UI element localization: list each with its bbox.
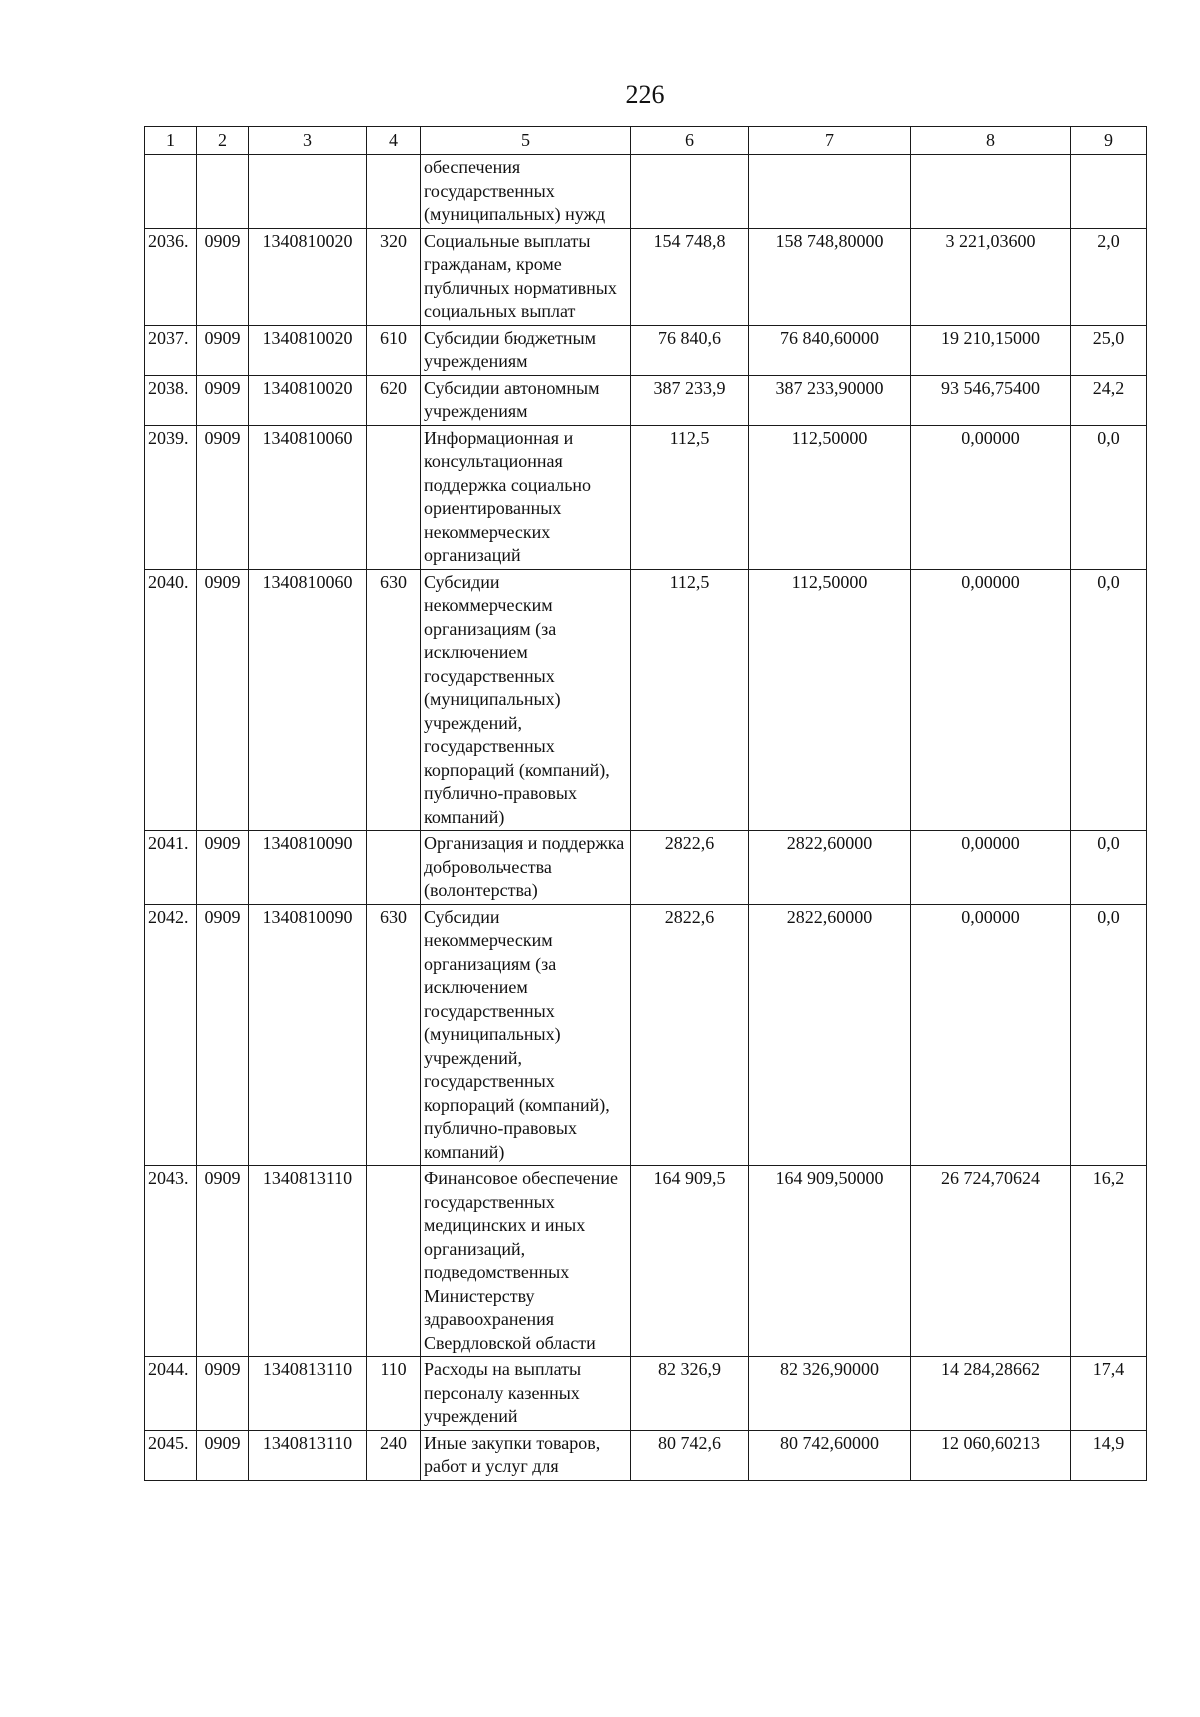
executed-amount: 93 546,75400 bbox=[911, 375, 1071, 425]
table-row bbox=[145, 1357, 1147, 1431]
budget-amount: 2822,60000 bbox=[749, 904, 911, 1166]
budget-amount: 158 748,80000 bbox=[749, 228, 911, 325]
budget-amount: 112,50000 bbox=[749, 569, 911, 831]
header-row bbox=[145, 127, 1147, 155]
expense-type-code: 610 bbox=[367, 325, 421, 375]
execution-percent bbox=[1071, 155, 1147, 229]
expense-type-code bbox=[367, 425, 421, 569]
execution-percent: 2,0 bbox=[1071, 228, 1147, 325]
item-name: Финансовое обеспечение государственных медицинских и иных организаций, подведомственных Министерству здравоохранения Свердловской области bbox=[421, 1166, 631, 1357]
section-code: 0909 bbox=[197, 1430, 249, 1480]
item-name: Социальные выплаты гражданам, кроме публичных нормативных социальных выплат bbox=[421, 228, 631, 325]
executed-amount: 19 210,15000 bbox=[911, 325, 1071, 375]
approved-amount: 2822,6 bbox=[631, 831, 749, 905]
target-code: 1340810020 bbox=[249, 375, 367, 425]
executed-amount: 26 724,70624 bbox=[911, 1166, 1071, 1357]
item-name: Субсидии автономным учреждениям bbox=[421, 375, 631, 425]
execution-percent: 0,0 bbox=[1071, 425, 1147, 569]
item-name: обеспечения государственных (муниципальных) нужд bbox=[421, 155, 631, 229]
table-row bbox=[145, 228, 1147, 325]
item-name: Субсидии некоммерческим организациям (за исключением государственных (муниципальных) учреждений, государственных корпораций (компаний), публично-правовых компаний) bbox=[421, 904, 631, 1166]
table-row bbox=[145, 375, 1147, 425]
execution-percent: 0,0 bbox=[1071, 831, 1147, 905]
target-code: 1340813110 bbox=[249, 1430, 367, 1480]
budget-amount: 164 909,50000 bbox=[749, 1166, 911, 1357]
budget-amount: 82 326,90000 bbox=[749, 1357, 911, 1431]
executed-amount: 0,00000 bbox=[911, 904, 1071, 1166]
section-code: 0909 bbox=[197, 904, 249, 1166]
table-row bbox=[145, 325, 1147, 375]
column-header: 1 bbox=[145, 127, 197, 155]
item-name: Информационная и консультационная поддержка социально ориентированных некоммерческих организаций bbox=[421, 425, 631, 569]
execution-percent: 0,0 bbox=[1071, 904, 1147, 1166]
row-number: 2039. bbox=[145, 425, 197, 569]
approved-amount: 76 840,6 bbox=[631, 325, 749, 375]
table-row bbox=[145, 155, 1147, 229]
target-code: 1340810090 bbox=[249, 831, 367, 905]
budget-amount bbox=[749, 155, 911, 229]
budget-amount: 2822,60000 bbox=[749, 831, 911, 905]
column-header: 2 bbox=[197, 127, 249, 155]
expense-type-code bbox=[367, 1166, 421, 1357]
row-number: 2038. bbox=[145, 375, 197, 425]
section-code: 0909 bbox=[197, 375, 249, 425]
execution-percent: 16,2 bbox=[1071, 1166, 1147, 1357]
row-number: 2044. bbox=[145, 1357, 197, 1431]
section-code: 0909 bbox=[197, 831, 249, 905]
executed-amount: 0,00000 bbox=[911, 425, 1071, 569]
expense-type-code bbox=[367, 155, 421, 229]
table-row bbox=[145, 569, 1147, 831]
target-code: 1340810060 bbox=[249, 569, 367, 831]
section-code: 0909 bbox=[197, 425, 249, 569]
section-code bbox=[197, 155, 249, 229]
table-row bbox=[145, 1430, 1147, 1480]
execution-percent: 25,0 bbox=[1071, 325, 1147, 375]
item-name: Расходы на выплаты персоналу казенных учреждений bbox=[421, 1357, 631, 1431]
budget-amount: 80 742,60000 bbox=[749, 1430, 911, 1480]
row-number: 2045. bbox=[145, 1430, 197, 1480]
item-name: Субсидии бюджетным учреждениям bbox=[421, 325, 631, 375]
row-number bbox=[145, 155, 197, 229]
execution-percent: 0,0 bbox=[1071, 569, 1147, 831]
row-number: 2037. bbox=[145, 325, 197, 375]
row-number: 2043. bbox=[145, 1166, 197, 1357]
item-name: Субсидии некоммерческим организациям (за исключением государственных (муниципальных) учреждений, государственных корпораций (компаний), публично-правовых компаний) bbox=[421, 569, 631, 831]
approved-amount: 112,5 bbox=[631, 425, 749, 569]
execution-percent: 24,2 bbox=[1071, 375, 1147, 425]
target-code: 1340810020 bbox=[249, 325, 367, 375]
expense-type-code: 320 bbox=[367, 228, 421, 325]
approved-amount: 2822,6 bbox=[631, 904, 749, 1166]
column-header: 6 bbox=[631, 127, 749, 155]
target-code bbox=[249, 155, 367, 229]
approved-amount: 80 742,6 bbox=[631, 1430, 749, 1480]
table-row bbox=[145, 1166, 1147, 1357]
section-code: 0909 bbox=[197, 569, 249, 831]
row-number: 2041. bbox=[145, 831, 197, 905]
item-name: Иные закупки товаров, работ и услуг для bbox=[421, 1430, 631, 1480]
expense-type-code: 240 bbox=[367, 1430, 421, 1480]
executed-amount: 12 060,60213 bbox=[911, 1430, 1071, 1480]
section-code: 0909 bbox=[197, 1357, 249, 1431]
budget-amount: 76 840,60000 bbox=[749, 325, 911, 375]
table-row bbox=[145, 904, 1147, 1166]
column-header: 8 bbox=[911, 127, 1071, 155]
column-header: 5 bbox=[421, 127, 631, 155]
section-code: 0909 bbox=[197, 325, 249, 375]
executed-amount bbox=[911, 155, 1071, 229]
section-code: 0909 bbox=[197, 228, 249, 325]
expense-type-code: 630 bbox=[367, 904, 421, 1166]
execution-percent: 17,4 bbox=[1071, 1357, 1147, 1431]
executed-amount: 0,00000 bbox=[911, 569, 1071, 831]
approved-amount bbox=[631, 155, 749, 229]
section-code: 0909 bbox=[197, 1166, 249, 1357]
row-number: 2040. bbox=[145, 569, 197, 831]
approved-amount: 112,5 bbox=[631, 569, 749, 831]
item-name: Организация и поддержка добровольчества (волонтерства) bbox=[421, 831, 631, 905]
row-number: 2036. bbox=[145, 228, 197, 325]
target-code: 1340810060 bbox=[249, 425, 367, 569]
target-code: 1340810020 bbox=[249, 228, 367, 325]
table-row bbox=[145, 425, 1147, 569]
column-header: 9 bbox=[1071, 127, 1147, 155]
executed-amount: 0,00000 bbox=[911, 831, 1071, 905]
budget-table bbox=[144, 126, 1147, 1481]
target-code: 1340810090 bbox=[249, 904, 367, 1166]
target-code: 1340813110 bbox=[249, 1357, 367, 1431]
row-number: 2042. bbox=[145, 904, 197, 1166]
column-header: 4 bbox=[367, 127, 421, 155]
approved-amount: 387 233,9 bbox=[631, 375, 749, 425]
expense-type-code: 630 bbox=[367, 569, 421, 831]
executed-amount: 14 284,28662 bbox=[911, 1357, 1071, 1431]
execution-percent: 14,9 bbox=[1071, 1430, 1147, 1480]
approved-amount: 82 326,9 bbox=[631, 1357, 749, 1431]
expense-type-code bbox=[367, 831, 421, 905]
column-header: 7 bbox=[749, 127, 911, 155]
budget-amount: 387 233,90000 bbox=[749, 375, 911, 425]
table-row bbox=[145, 831, 1147, 905]
approved-amount: 154 748,8 bbox=[631, 228, 749, 325]
target-code: 1340813110 bbox=[249, 1166, 367, 1357]
expense-type-code: 620 bbox=[367, 375, 421, 425]
executed-amount: 3 221,03600 bbox=[911, 228, 1071, 325]
page-number: 226 bbox=[625, 80, 665, 109]
approved-amount: 164 909,5 bbox=[631, 1166, 749, 1357]
expense-type-code: 110 bbox=[367, 1357, 421, 1431]
budget-amount: 112,50000 bbox=[749, 425, 911, 569]
column-header: 3 bbox=[249, 127, 367, 155]
